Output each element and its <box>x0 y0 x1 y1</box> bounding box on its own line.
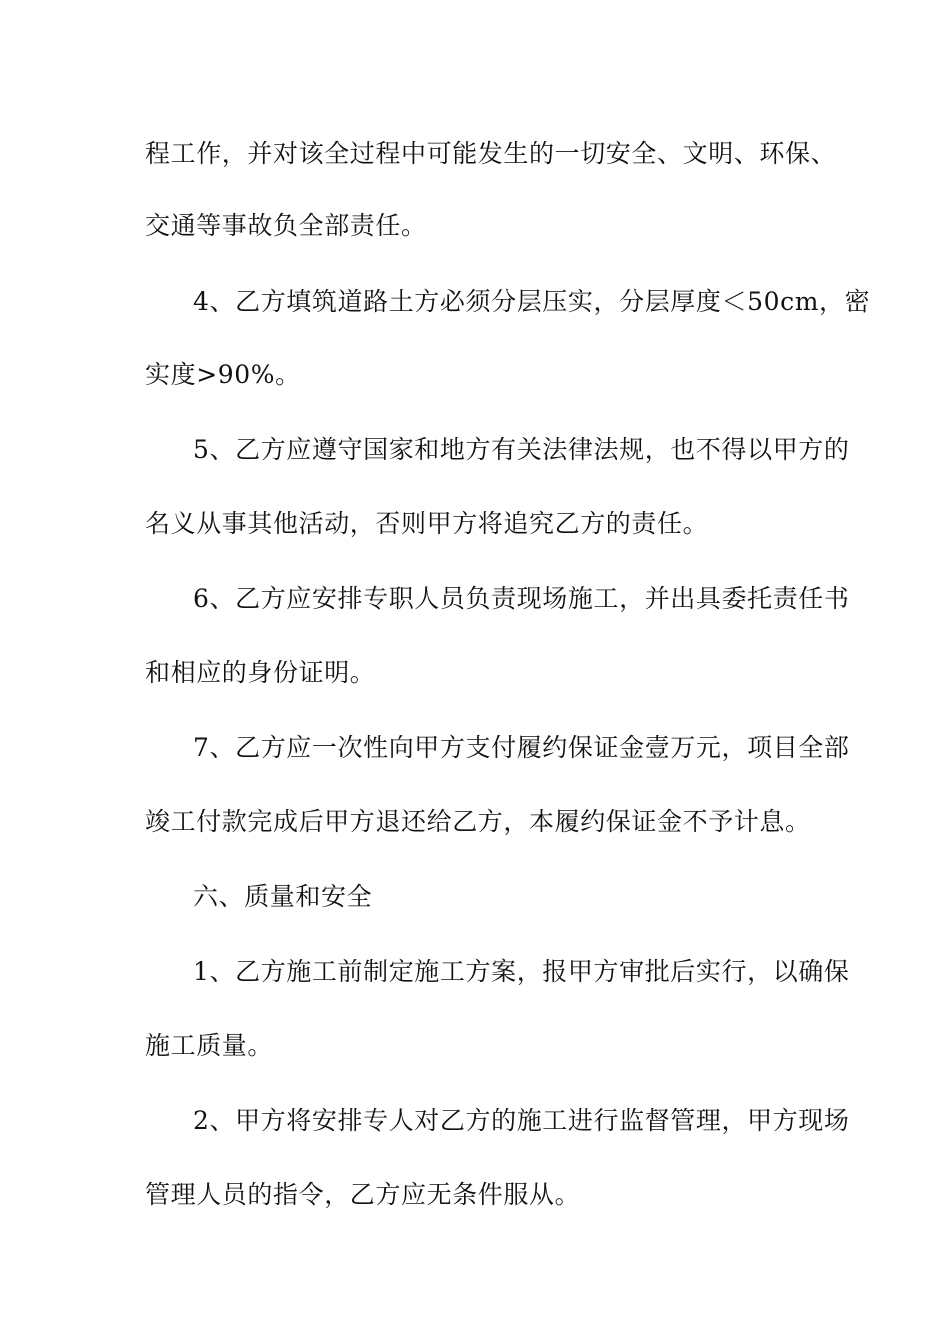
section-heading: 六、质量和安全 <box>193 882 373 911</box>
paragraph-line: 施工质量。 <box>145 1031 274 1060</box>
paragraph-line: 交通等事故负全部责任。 <box>145 211 427 240</box>
paragraph-line: 1、乙方施工前制定施工方案，报甲方审批后实行，以确保 <box>193 957 850 986</box>
paragraph-line: 和相应的身份证明。 <box>145 658 376 687</box>
paragraph-line: 实度>90%。 <box>145 360 301 389</box>
paragraph-line: 4、乙方填筑道路土方必须分层压实，分层厚度＜50cm，密 <box>193 287 871 316</box>
paragraph-line: 7、乙方应一次性向甲方支付履约保证金壹万元，项目全部 <box>193 733 850 762</box>
paragraph-line: 5、乙方应遵守国家和地方有关法律法规，也不得以甲方的 <box>193 435 850 464</box>
paragraph-line: 名义从事其他活动，否则甲方将追究乙方的责任。 <box>145 509 709 538</box>
paragraph-line: 6、乙方应安排专职人员负责现场施工，并出具委托责任书 <box>193 584 850 613</box>
paragraph-line: 管理人员的指令，乙方应无条件服从。 <box>145 1180 581 1209</box>
paragraph-line: 2、甲方将安排专人对乙方的施工进行监督管理，甲方现场 <box>193 1106 850 1135</box>
paragraph-line: 竣工付款完成后甲方退还给乙方，本履约保证金不予计息。 <box>145 807 811 836</box>
paragraph-line: 程工作，并对该全过程中可能发生的一切安全、文明、环保、 <box>145 139 837 168</box>
